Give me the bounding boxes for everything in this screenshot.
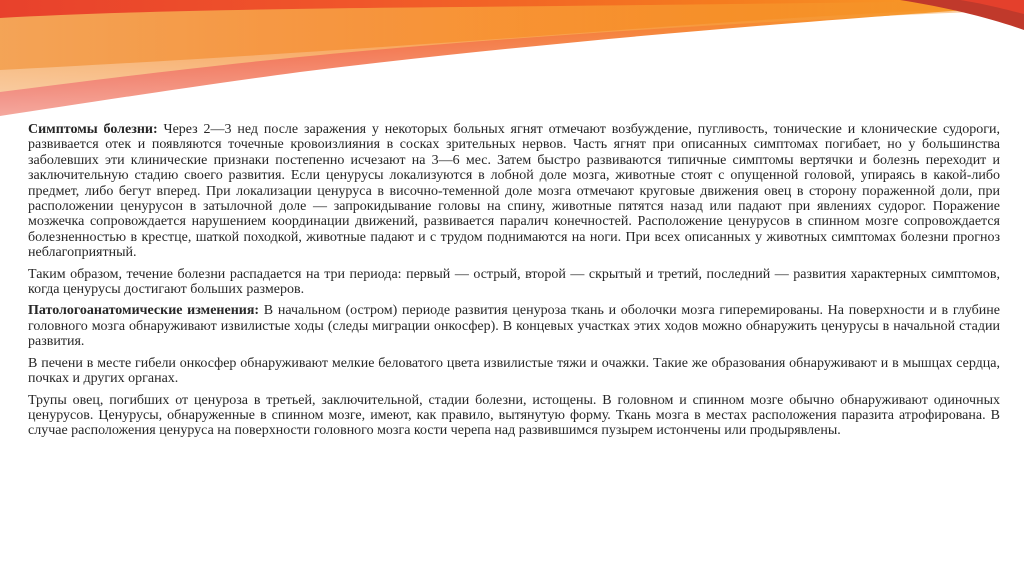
- text-carcasses: Трупы овец, погибших от ценуроза в третьей, заключительной, стадии болезни, истощены. В головном и спинном мозге обычно обнаруживают одиночных ценурусов. Ценурусы, обнаруженные в спинном мозге, имеют, как правило, вытянутую форму. Ткань мозга в местах расположения паразита атрофирована. В случае расположения ценуруса на поверхности головного мозга кости черепа над развившимся пузырем истончены или продырявлены.: [28, 392, 1000, 439]
- body-text: [28, 122, 1000, 445]
- decorative-header-swoosh: [0, 0, 1024, 120]
- paragraph-periods: [28, 267, 1000, 298]
- heading-symptoms: Симптомы болезни:: [28, 122, 158, 137]
- paragraph-liver: [28, 356, 1000, 387]
- text-periods: Таким образом, течение болезни распадается на три периода: первый — острый, второй — скрытый и третий, последний — развития характерных симптомов, когда ценурусы достигают больших размеров.: [28, 266, 1000, 298]
- heading-pathology: Патологоанатомические изменения:: [28, 303, 260, 319]
- paragraph-carcasses: [28, 393, 1000, 439]
- text-liver: В печени в месте гибели онкосфер обнаруживают мелкие беловатого цвета извилистые тяжи и очажки. Такие же образования обнаруживают и в мышцах сердца, почках и других органах.: [28, 355, 1000, 387]
- paragraph-symptoms: [28, 122, 1000, 261]
- text-pathology: В начальном (остром) периоде развития ценуроза ткань и оболочки мозга гиперемированы. На поверхности и в глубине головного мозга обнаруживают извилистые ходы (следы миграции онкосфер). В концевых участках этих ходов можно обнаружить ценурусы в начальной стадии развития.: [28, 303, 1000, 350]
- paragraph-pathology: [28, 303, 1000, 349]
- text-symptoms: Через 2—3 нед после заражения у некоторых больных ягнят отмечают возбуждение, пугливость, тонические и клонические судороги, развивается отек и появляются точечные кровоизлияния в сосках зрительных нервов. Часть ягнят при описанных симптомах погибает, но у большинства заболевших эти клинические признаки постепенно исчезают на 3—6 мес. Затем быстро развиваются типичные симптомы вертячки и болезнь переходит и заключительную стадию своего развития. Если ценурусы локализуются в лобной доле мозга, животные стоят с опущенной головой, упираясь в какой-либо предмет, либо бегут вперед. При локализации ценуруса в височно-теменной доле мозга отмечают круговые движения овец в сторону пораженной доли, при расположении ценурусон в затылочной доле — запрокидывание головы на спину, животные пятятся назад или падают при явлениях судорог. Поражение мозжечка сопровождается нарушением координации движений, развивается паралич конечностей. Расположение ценурусов в спинном мозге сопровождается болезненностью в крестце, шаткой походкой, животные падают и с трудом поднимаются на ноги. При всех описанных у животных симптомах болезни прогноз неблагоприятный.: [28, 122, 1000, 261]
